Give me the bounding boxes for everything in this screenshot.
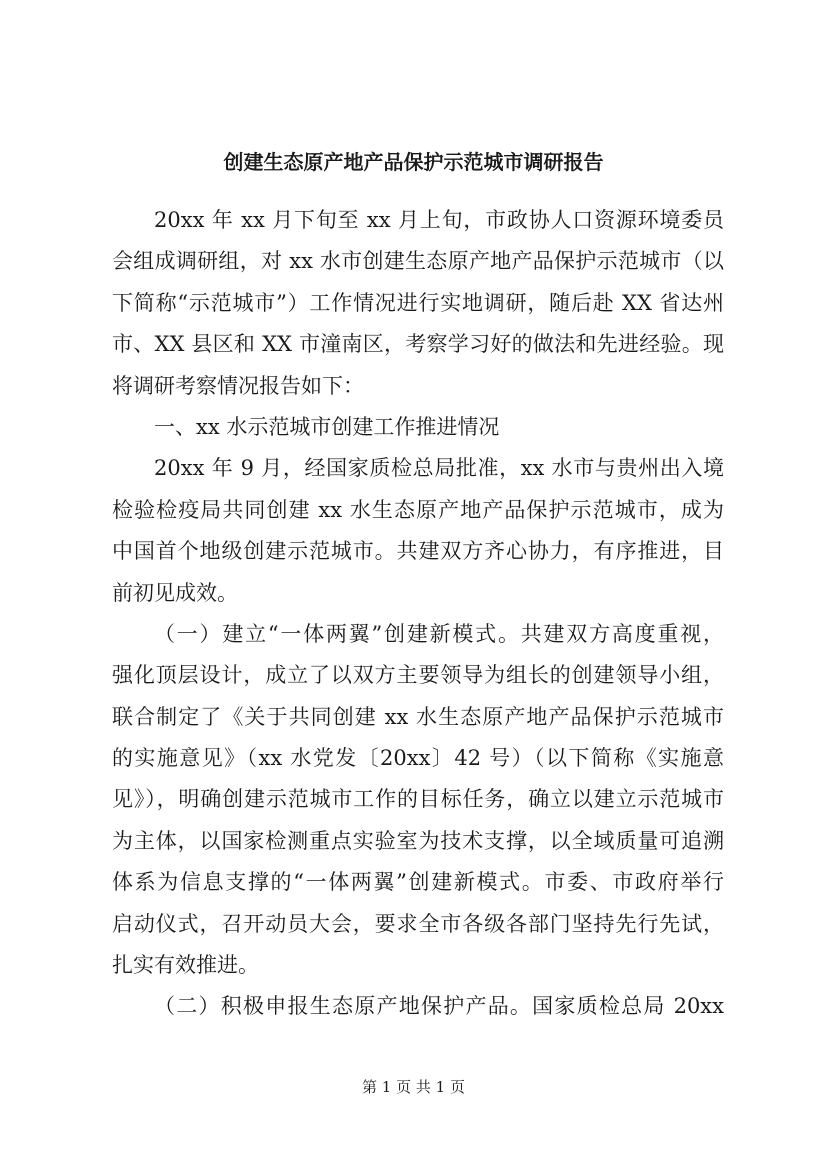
section-heading: 一、xx 水示范城市创建工作推进情况: [154, 414, 500, 439]
paragraph-line: 下简称“示范城市”）工作情况进行实地调研，随后赴 XX 省达州: [112, 290, 724, 315]
paragraph-line: 体系为信息支撑的“一体两翼”创建新模式。市委、市政府举行: [112, 870, 724, 895]
paragraph-line: 的实施意见》（xx 水党发〔20xx〕42 号）（以下简称《实施意: [112, 746, 724, 771]
document-body: [112, 200, 724, 1028]
paragraph-line: （二）积极申报生态原产地保护产品。国家质检总局 20xx: [154, 994, 724, 1019]
paragraph-line: 20xx 年 9 月，经国家质检总局批准，xx 水市与贵州出入境: [154, 456, 724, 481]
paragraph-line: 20xx 年 xx 月下旬至 xx 月上旬，市政协人口资源环境委员: [154, 208, 724, 232]
paragraph-line: 前初见成效。: [112, 580, 238, 605]
paragraph-line: 会组成调研组，对 xx 水市创建生态原产地产品保护示范城市（以: [112, 249, 724, 274]
page-footer: 第 1 页 共 1 页: [362, 1078, 465, 1096]
paragraph-line: 扎实有效推进。: [112, 953, 259, 978]
paragraph-line: （一）建立“一体两翼”创建新模式。共建双方高度重视，: [154, 621, 724, 646]
paragraph-line: 将调研考察情况报告如下：: [112, 373, 364, 398]
paragraph-line: 见》），明确创建示范城市工作的目标任务，确立以建立示范城市: [112, 787, 724, 812]
paragraph-line: 强化顶层设计，成立了以双方主要领导为组长的创建领导小组，: [112, 663, 724, 688]
paragraph-line: 检验检疫局共同创建 xx 水生态原产地产品保护示范城市，成为: [112, 497, 724, 522]
paragraph-line: 市、XX 县区和 XX 市潼南区，考察学习好的做法和先进经验。现: [112, 332, 724, 357]
paragraph-line: 启动仪式，召开动员大会，要求全市各级各部门坚持先行先试，: [112, 911, 724, 936]
paragraph-line: 联合制定了《关于共同创建 xx 水生态原产地产品保护示范城市: [112, 704, 724, 729]
document-title: 创建生态原产地产品保护示范城市调研报告: [223, 150, 604, 174]
paragraph-line: 为主体，以国家检测重点实验室为技术支撑，以全域质量可追溯: [112, 828, 724, 853]
paragraph-line: 中国首个地级创建示范城市。共建双方齐心协力，有序推进，目: [112, 539, 724, 564]
